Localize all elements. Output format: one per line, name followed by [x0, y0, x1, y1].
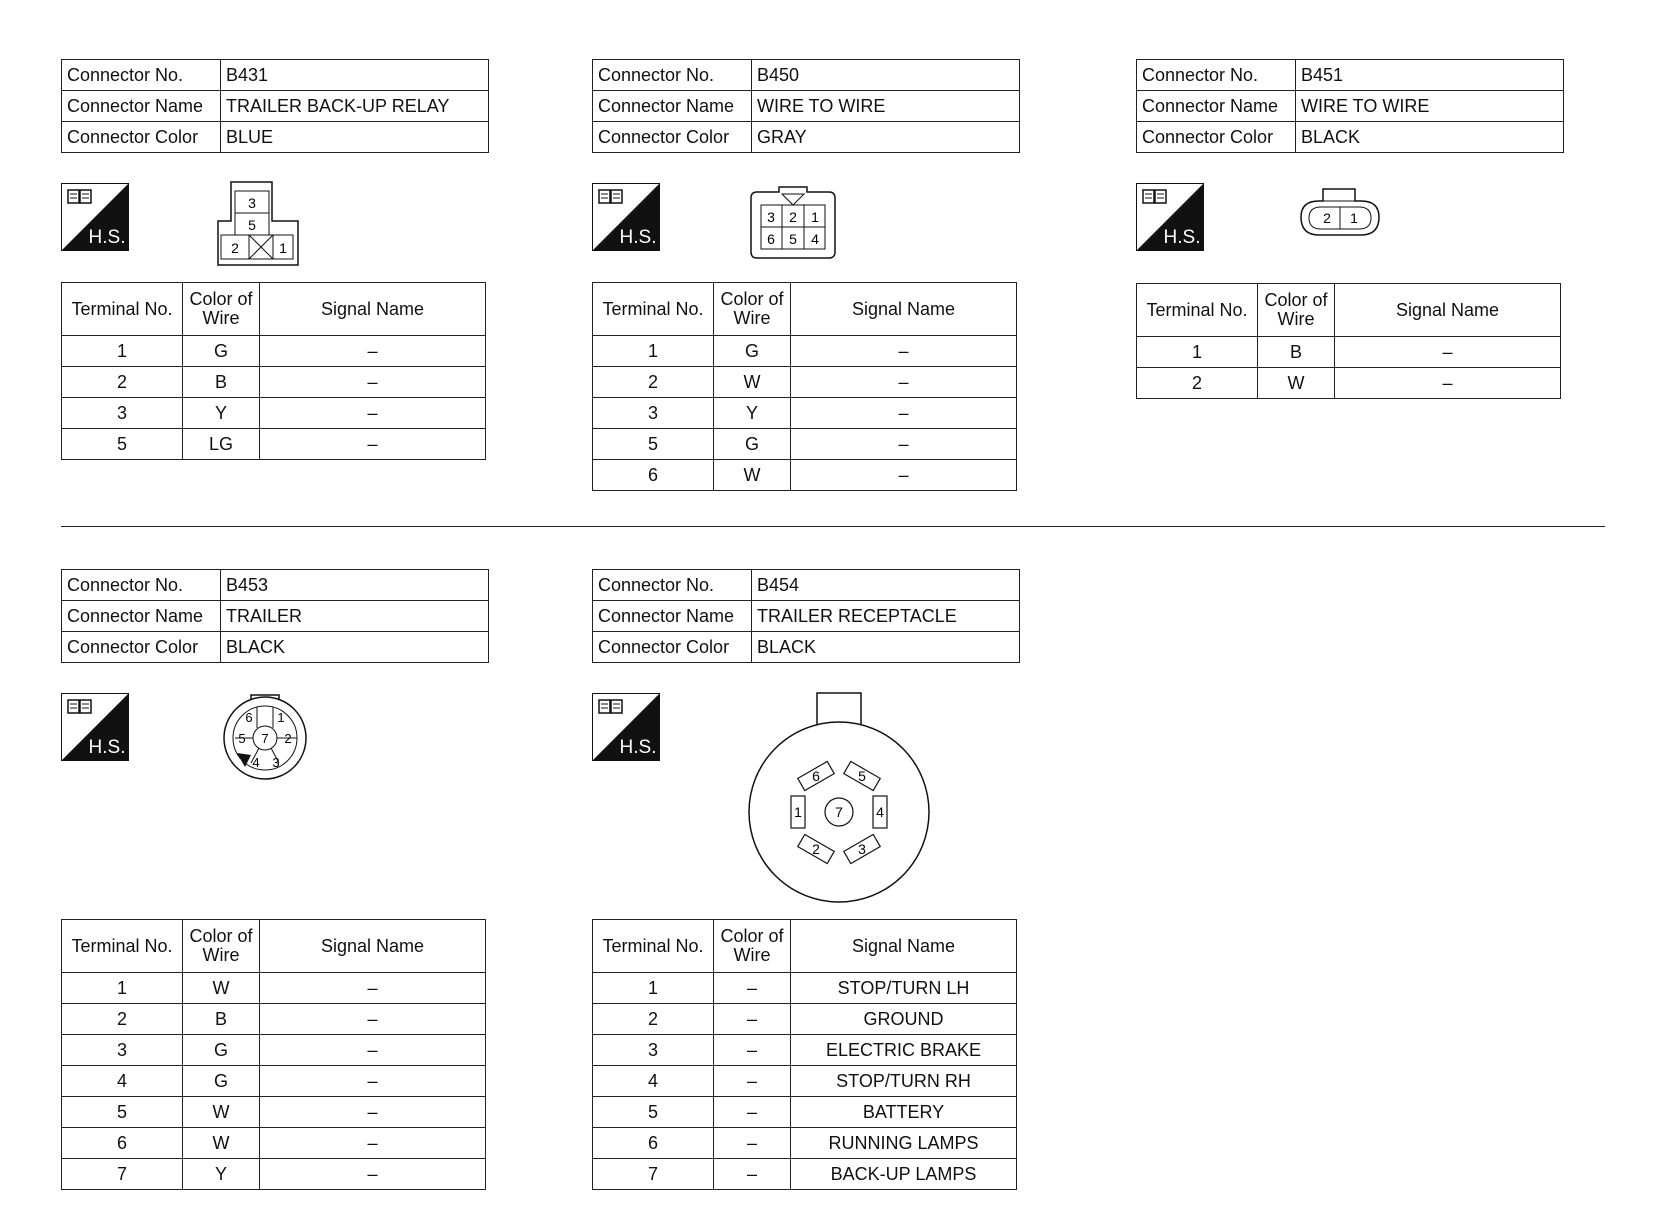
terminal-no-cell: 3: [593, 1035, 714, 1066]
table-row: [593, 1097, 1017, 1128]
terminal-no-cell: 1: [593, 336, 714, 367]
signal-name-cell: –: [260, 1128, 486, 1159]
table-row: [593, 973, 1017, 1004]
table-row: [62, 1035, 486, 1066]
connector-face-b454: [747, 691, 931, 905]
table-row: [1137, 368, 1561, 399]
hs-label: H.S.: [88, 737, 126, 758]
hs-label: H.S.: [619, 227, 657, 248]
table-row: [62, 336, 486, 367]
connector-no-value: B450: [752, 60, 1020, 91]
signal-name-cell: –: [260, 1066, 486, 1097]
wire-color-cell: –: [714, 973, 791, 1004]
table-row: [593, 460, 1017, 491]
signal-name-cell: –: [791, 367, 1017, 398]
table-row: [593, 336, 1017, 367]
connector-name-value: WIRE TO WIRE: [1296, 91, 1564, 122]
table-row: [62, 1128, 486, 1159]
wire-color-cell: –: [714, 1066, 791, 1097]
pin-label: 5: [789, 231, 797, 247]
pin-label: 7: [261, 731, 269, 746]
pin-label: 2: [284, 731, 292, 746]
connector-no-label: Connector No.: [62, 570, 221, 601]
terminal-no-header: Terminal No.: [593, 283, 714, 336]
wire-color-cell: W: [183, 973, 260, 1004]
harness-side-icon: [1136, 183, 1204, 251]
pin-label: 7: [835, 804, 843, 820]
connector-color-value: BLACK: [1296, 122, 1564, 153]
signal-name-cell: ELECTRIC BRAKE: [791, 1035, 1017, 1066]
terminal-no-cell: 2: [62, 1004, 183, 1035]
table-row: [593, 1159, 1017, 1190]
pin-label: 2: [1323, 210, 1331, 226]
wire-color-cell: B: [183, 1004, 260, 1035]
signal-name-cell: –: [260, 429, 486, 460]
connector-name-value: TRAILER RECEPTACLE: [752, 601, 1020, 632]
signal-name-cell: BACK-UP LAMPS: [791, 1159, 1017, 1190]
connector-no-value: B453: [221, 570, 489, 601]
pin-label: 1: [811, 209, 819, 225]
pin-label: 2: [789, 209, 797, 225]
terminal-no-cell: 4: [593, 1066, 714, 1097]
terminal-no-cell: 1: [1137, 337, 1258, 368]
pin-label: 3: [248, 195, 256, 211]
pin-label: 6: [812, 768, 820, 784]
terminal-no-cell: 3: [593, 398, 714, 429]
terminal-no-cell: 2: [593, 367, 714, 398]
connector-info-b431: [61, 59, 489, 153]
wire-color-cell: LG: [183, 429, 260, 460]
terminal-no-cell: 5: [593, 429, 714, 460]
wire-color-header: Color of Wire: [714, 920, 791, 973]
wire-color-header: Color of Wire: [714, 283, 791, 336]
terminal-no-cell: 5: [62, 1097, 183, 1128]
terminal-no-cell: 1: [62, 336, 183, 367]
signal-name-cell: –: [260, 973, 486, 1004]
table-row: [62, 367, 486, 398]
connector-face-b451: [1297, 187, 1383, 239]
terminal-table-b450: [592, 282, 1017, 491]
terminal-table-b454: [592, 919, 1017, 1190]
table-row: [62, 398, 486, 429]
terminal-table-b453: [61, 919, 486, 1190]
connector-name-label: Connector Name: [593, 91, 752, 122]
pin-label: 3: [858, 841, 866, 857]
connector-color-value: BLACK: [221, 632, 489, 663]
signal-name-cell: –: [791, 398, 1017, 429]
hs-label: H.S.: [88, 227, 126, 248]
terminal-no-cell: 1: [593, 973, 714, 1004]
terminal-no-cell: 6: [62, 1128, 183, 1159]
connector-color-value: GRAY: [752, 122, 1020, 153]
signal-name-cell: STOP/TURN RH: [791, 1066, 1017, 1097]
wire-color-cell: Y: [183, 398, 260, 429]
connector-face-b453: [221, 693, 309, 785]
terminal-no-cell: 3: [62, 1035, 183, 1066]
wire-color-cell: –: [714, 1004, 791, 1035]
signal-name-cell: –: [791, 460, 1017, 491]
signal-name-cell: –: [260, 336, 486, 367]
signal-name-cell: –: [1335, 337, 1561, 368]
pin-label: 1: [279, 240, 287, 256]
pin-label: 5: [248, 217, 256, 233]
harness-side-icon: [592, 693, 660, 761]
pin-label: 5: [858, 768, 866, 784]
connector-no-value: B431: [221, 60, 489, 91]
signal-name-cell: –: [1335, 368, 1561, 399]
connector-color-value: BLUE: [221, 122, 489, 153]
terminal-no-cell: 7: [62, 1159, 183, 1190]
wire-color-cell: G: [183, 1035, 260, 1066]
terminal-no-cell: 7: [593, 1159, 714, 1190]
hs-label: H.S.: [1163, 227, 1201, 248]
terminal-no-header: Terminal No.: [62, 283, 183, 336]
connector-color-value: BLACK: [752, 632, 1020, 663]
wire-color-cell: G: [714, 429, 791, 460]
connector-no-label: Connector No.: [1137, 60, 1296, 91]
terminal-no-cell: 2: [1137, 368, 1258, 399]
connector-color-label: Connector Color: [1137, 122, 1296, 153]
connector-name-label: Connector Name: [593, 601, 752, 632]
pin-label: 3: [272, 755, 280, 770]
signal-name-header: Signal Name: [791, 920, 1017, 973]
pin-label: 2: [812, 841, 820, 857]
terminal-table-b431: [61, 282, 486, 460]
table-row: [62, 1004, 486, 1035]
signal-name-cell: BATTERY: [791, 1097, 1017, 1128]
terminal-no-cell: 2: [593, 1004, 714, 1035]
wire-color-cell: W: [714, 460, 791, 491]
table-row: [593, 398, 1017, 429]
pin-label: 6: [767, 231, 775, 247]
signal-name-cell: RUNNING LAMPS: [791, 1128, 1017, 1159]
connector-no-value: B451: [1296, 60, 1564, 91]
connector-name-label: Connector Name: [1137, 91, 1296, 122]
signal-name-header: Signal Name: [260, 283, 486, 336]
connector-name-value: TRAILER BACK-UP RELAY: [221, 91, 489, 122]
signal-name-cell: –: [260, 1004, 486, 1035]
table-row: [593, 1004, 1017, 1035]
signal-name-cell: –: [791, 429, 1017, 460]
pin-label: 3: [767, 209, 775, 225]
connector-color-label: Connector Color: [593, 632, 752, 663]
terminal-no-cell: 6: [593, 460, 714, 491]
connector-name-label: Connector Name: [62, 91, 221, 122]
pin-label: 5: [238, 731, 246, 746]
table-row: [593, 1035, 1017, 1066]
terminal-no-cell: 1: [62, 973, 183, 1004]
terminal-no-cell: 2: [62, 367, 183, 398]
harness-side-icon: [592, 183, 660, 251]
table-row: [593, 367, 1017, 398]
signal-name-header: Signal Name: [791, 283, 1017, 336]
terminal-no-cell: 3: [62, 398, 183, 429]
pin-label: 1: [794, 804, 802, 820]
pin-label: 2: [231, 240, 239, 256]
wire-color-cell: –: [714, 1035, 791, 1066]
wire-color-cell: Y: [183, 1159, 260, 1190]
signal-name-header: Signal Name: [1335, 284, 1561, 337]
connector-color-label: Connector Color: [62, 632, 221, 663]
connector-info-b450: [592, 59, 1020, 153]
connector-color-label: Connector Color: [593, 122, 752, 153]
pin-label: 4: [252, 755, 260, 770]
wire-color-cell: W: [1258, 368, 1335, 399]
table-row: [62, 1097, 486, 1128]
terminal-no-header: Terminal No.: [1137, 284, 1258, 337]
wire-color-cell: –: [714, 1128, 791, 1159]
terminal-no-cell: 5: [62, 429, 183, 460]
hs-label: H.S.: [619, 737, 657, 758]
table-row: [62, 429, 486, 460]
connector-no-label: Connector No.: [62, 60, 221, 91]
pin-label: 1: [1350, 210, 1358, 226]
terminal-table-b451: [1136, 283, 1561, 399]
pin-label: 4: [811, 231, 819, 247]
connector-no-label: Connector No.: [593, 60, 752, 91]
signal-name-cell: –: [260, 398, 486, 429]
pin-label: 6: [245, 710, 253, 725]
connector-info-b453: [61, 569, 489, 663]
wire-color-cell: Y: [714, 398, 791, 429]
wire-color-header: Color of Wire: [1258, 284, 1335, 337]
wire-color-cell: –: [714, 1097, 791, 1128]
table-row: [62, 973, 486, 1004]
wire-color-cell: G: [714, 336, 791, 367]
wire-color-cell: B: [1258, 337, 1335, 368]
table-row: [62, 1159, 486, 1190]
signal-name-cell: –: [791, 336, 1017, 367]
pin-label: 1: [277, 710, 285, 725]
connector-info-b454: [592, 569, 1020, 663]
connector-no-label: Connector No.: [593, 570, 752, 601]
connector-face-b431: [217, 181, 303, 267]
terminal-no-cell: 6: [593, 1128, 714, 1159]
wire-color-cell: W: [183, 1097, 260, 1128]
pin-label: 4: [876, 804, 884, 820]
wire-color-cell: W: [183, 1128, 260, 1159]
signal-name-cell: –: [260, 1159, 486, 1190]
connector-name-value: WIRE TO WIRE: [752, 91, 1020, 122]
table-row: [593, 1128, 1017, 1159]
signal-name-cell: –: [260, 1035, 486, 1066]
connector-no-value: B454: [752, 570, 1020, 601]
connector-face-b450: [749, 186, 837, 260]
table-row: [593, 429, 1017, 460]
terminal-no-header: Terminal No.: [62, 920, 183, 973]
connector-name-label: Connector Name: [62, 601, 221, 632]
wire-color-cell: W: [714, 367, 791, 398]
wire-color-header: Color of Wire: [183, 920, 260, 973]
wire-color-cell: –: [714, 1159, 791, 1190]
signal-name-cell: –: [260, 367, 486, 398]
section-divider: [61, 526, 1605, 527]
harness-side-icon: [61, 693, 129, 761]
connector-name-value: TRAILER: [221, 601, 489, 632]
harness-side-icon: [61, 183, 129, 251]
wire-color-header: Color of Wire: [183, 283, 260, 336]
connector-info-b451: [1136, 59, 1564, 153]
table-row: [1137, 337, 1561, 368]
terminal-no-cell: 4: [62, 1066, 183, 1097]
signal-name-cell: GROUND: [791, 1004, 1017, 1035]
terminal-no-cell: 5: [593, 1097, 714, 1128]
terminal-no-header: Terminal No.: [593, 920, 714, 973]
signal-name-cell: –: [260, 1097, 486, 1128]
wire-color-cell: G: [183, 336, 260, 367]
wire-color-cell: B: [183, 367, 260, 398]
signal-name-cell: STOP/TURN LH: [791, 973, 1017, 1004]
table-row: [593, 1066, 1017, 1097]
wire-color-cell: G: [183, 1066, 260, 1097]
connector-color-label: Connector Color: [62, 122, 221, 153]
table-row: [62, 1066, 486, 1097]
signal-name-header: Signal Name: [260, 920, 486, 973]
